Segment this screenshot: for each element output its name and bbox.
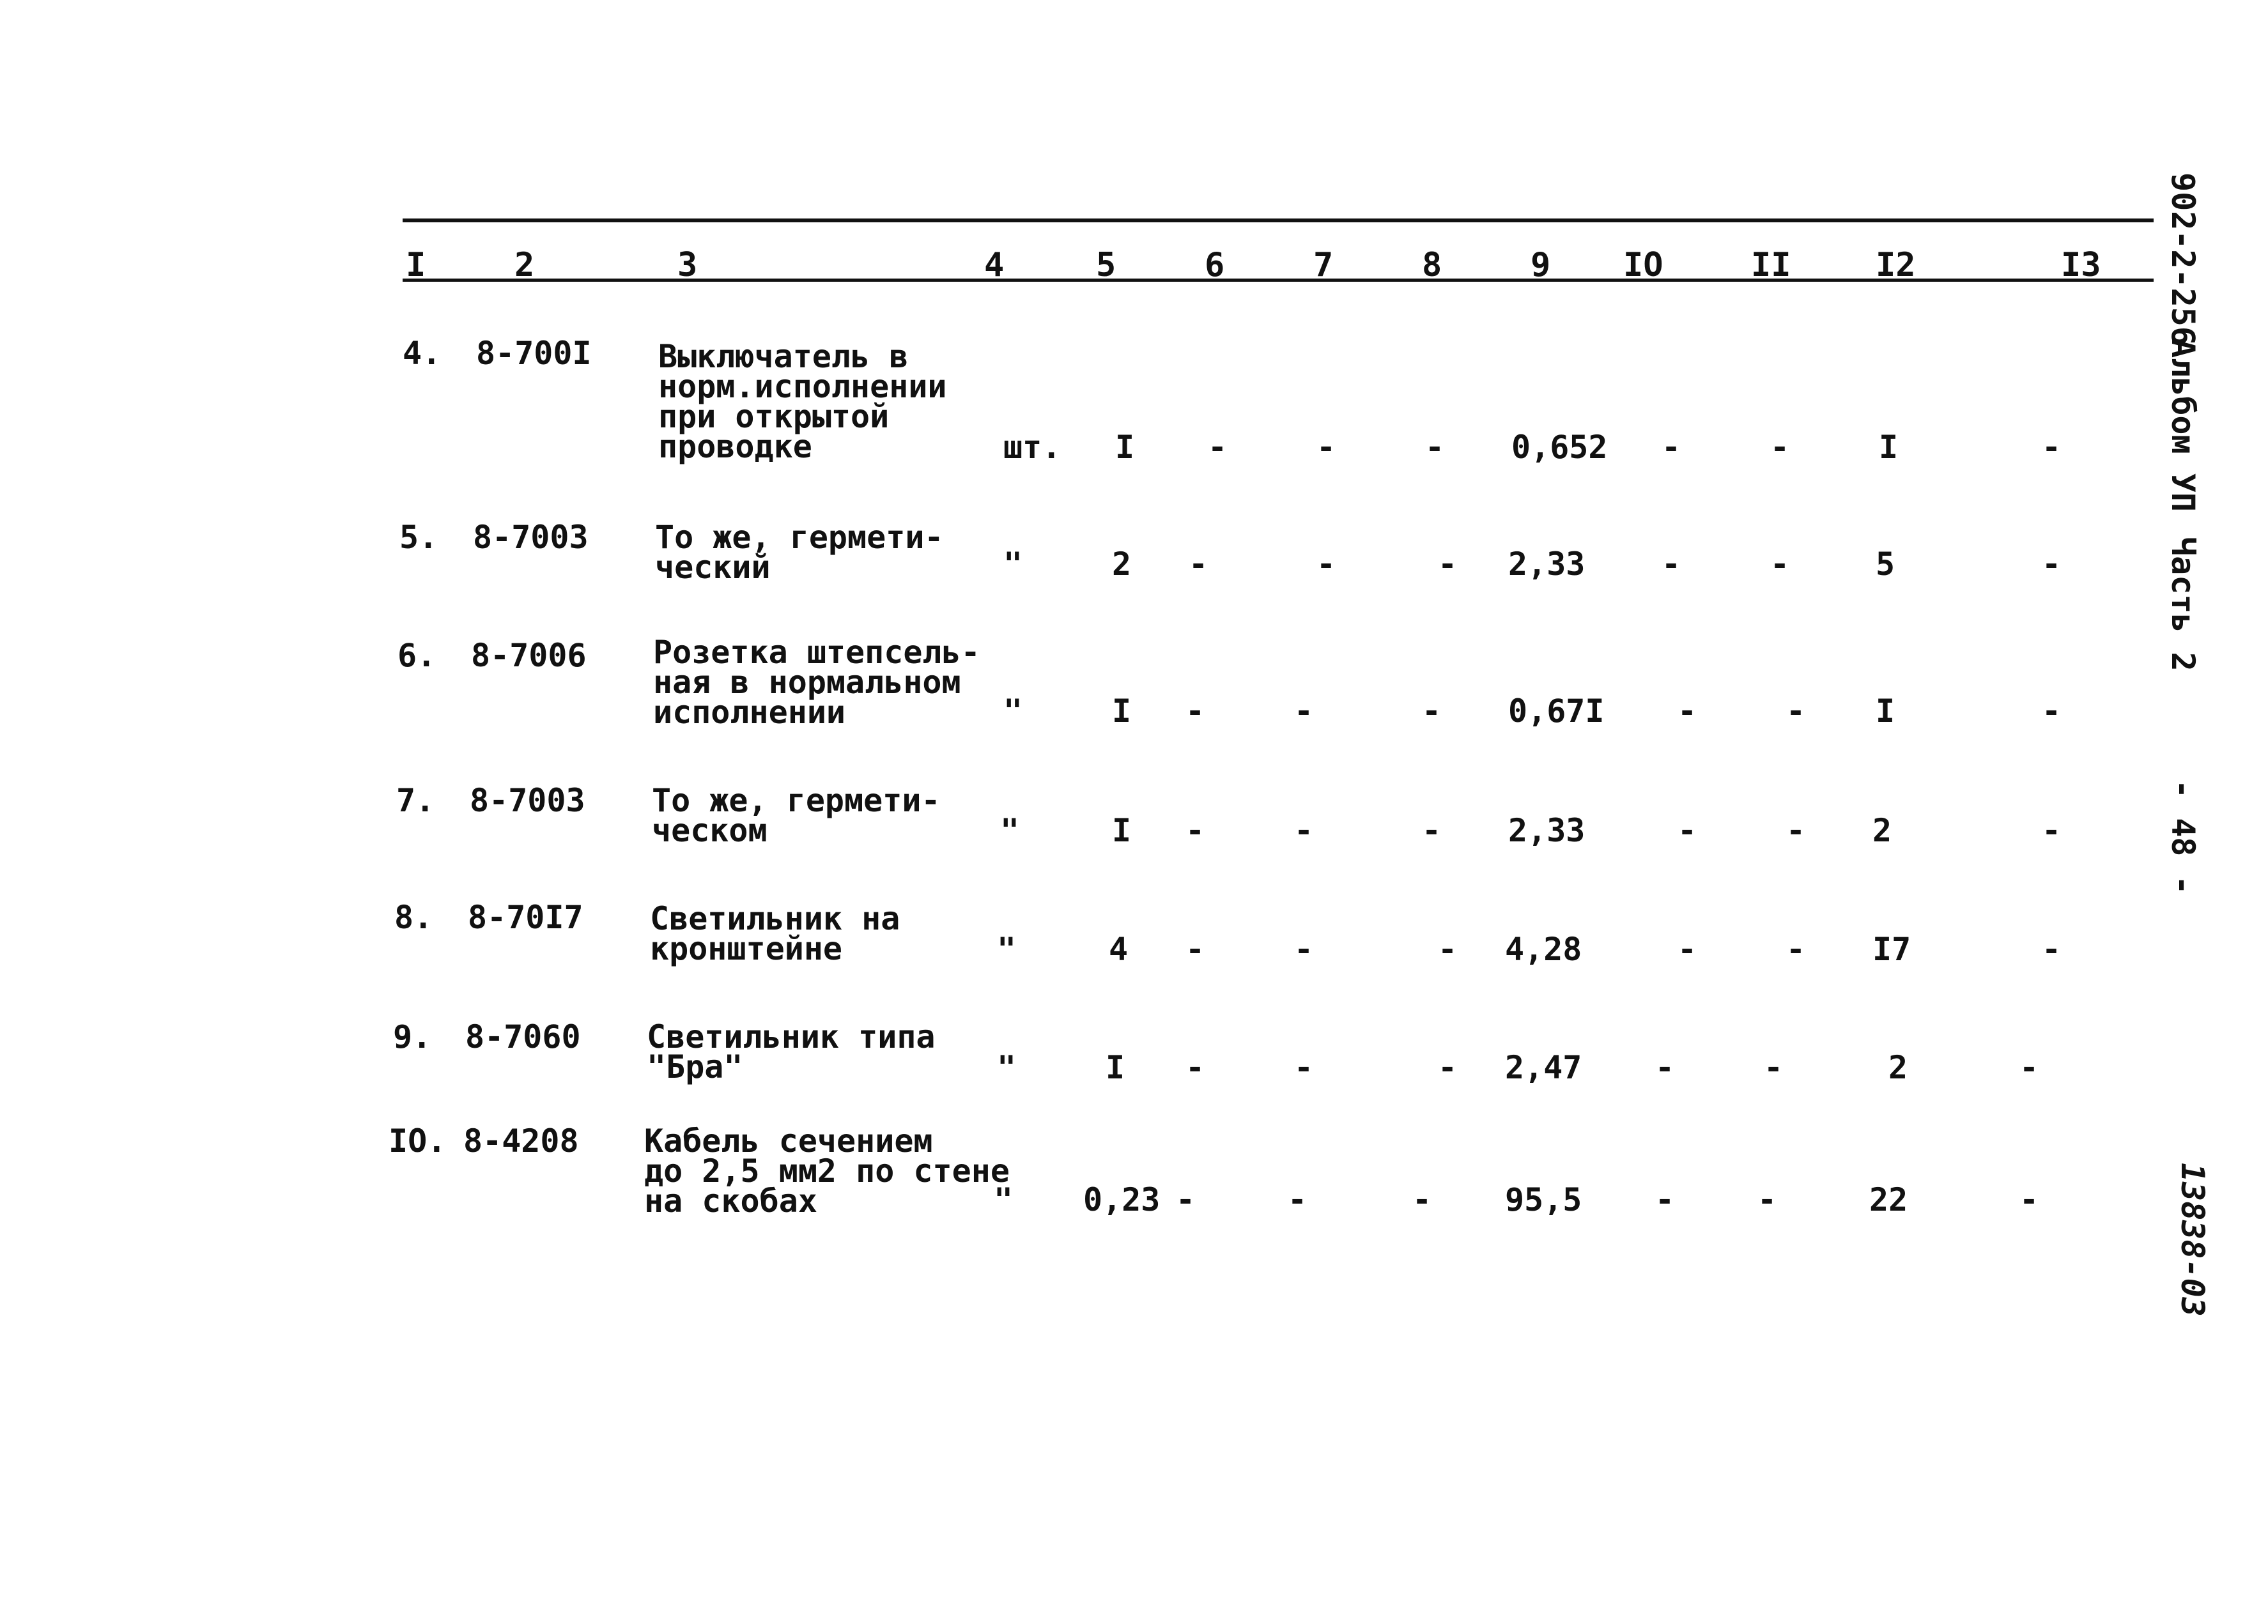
row-col11: - bbox=[1786, 693, 1806, 730]
row-col6: - bbox=[1185, 693, 1205, 730]
row-col6: - bbox=[1208, 429, 1228, 466]
row-unit: " bbox=[1003, 546, 1023, 583]
row-col12: 2 bbox=[1872, 812, 1892, 849]
row-col8: - bbox=[1425, 429, 1445, 466]
row-description: То же, гермети- ческом bbox=[652, 782, 941, 849]
row-number: 5. bbox=[399, 519, 438, 556]
row-number: 6. bbox=[397, 637, 436, 674]
row-code: 8-7060 bbox=[465, 1018, 581, 1055]
row-col10: - bbox=[1678, 812, 1697, 849]
row-col7: - bbox=[1316, 429, 1336, 466]
row-col13: - bbox=[2042, 931, 2062, 968]
row-col5: I bbox=[1112, 812, 1132, 849]
row-col13: - bbox=[2042, 812, 2062, 849]
row-col10: - bbox=[1655, 1181, 1675, 1218]
col-header-3: 3 bbox=[677, 246, 698, 284]
row-col13: - bbox=[2042, 693, 2062, 730]
row-col10: - bbox=[1678, 931, 1697, 968]
row-col13: - bbox=[2019, 1049, 2039, 1086]
side-part: Часть 2 bbox=[2164, 537, 2202, 671]
row-number: 8. bbox=[394, 899, 433, 936]
row-col7: - bbox=[1294, 812, 1314, 849]
row-col11: - bbox=[1757, 1181, 1777, 1218]
row-description: То же, гермети- ческий bbox=[655, 519, 944, 586]
row-col5: 0,23 bbox=[1083, 1181, 1161, 1218]
row-col7: - bbox=[1294, 693, 1314, 730]
row-code: 8-7003 bbox=[473, 519, 589, 556]
row-col11: - bbox=[1786, 931, 1806, 968]
col-header-8: 8 bbox=[1422, 246, 1442, 284]
row-col12: 2 bbox=[1888, 1049, 1908, 1086]
row-col8: - bbox=[1438, 546, 1458, 583]
row-col5: I bbox=[1112, 693, 1132, 730]
col-header-5: 5 bbox=[1096, 246, 1116, 284]
row-col12: 22 bbox=[1869, 1181, 1908, 1218]
row-description: Выключатель в норм.исполнении при открытой проводке bbox=[658, 338, 947, 465]
row-col5: I bbox=[1106, 1049, 1125, 1086]
row-col11: - bbox=[1764, 1049, 1784, 1086]
col-header-2: 2 bbox=[514, 246, 535, 284]
row-description: Светильник на кронштейне bbox=[650, 900, 900, 967]
row-col11: - bbox=[1770, 546, 1790, 583]
row-col5: 2 bbox=[1112, 546, 1132, 583]
col-header-10: IO bbox=[1623, 246, 1663, 284]
col-header-11: II bbox=[1751, 246, 1791, 284]
row-col13: - bbox=[2042, 546, 2062, 583]
col-header-4: 4 bbox=[984, 246, 1005, 284]
row-col9: 0,652 bbox=[1511, 429, 1608, 466]
row-col7: - bbox=[1288, 1181, 1308, 1218]
side-page-number: - 48 - bbox=[2164, 779, 2202, 895]
row-description: Кабель сечением до 2,5 мм2 по стене на скобах bbox=[644, 1122, 1010, 1220]
row-description: Розетка штепсель- ная в нормальном исполнении bbox=[653, 634, 980, 731]
row-col5: I bbox=[1115, 429, 1135, 466]
row-col8: - bbox=[1412, 1181, 1432, 1218]
side-sheet-number: 13838-03 bbox=[2174, 1163, 2211, 1317]
row-col10: - bbox=[1662, 546, 1681, 583]
row-code: 8-700I bbox=[476, 335, 592, 372]
row-col8: - bbox=[1438, 1049, 1458, 1086]
row-number: 4. bbox=[403, 335, 442, 372]
row-col9: 2,47 bbox=[1505, 1049, 1582, 1086]
row-unit: " bbox=[994, 1181, 1014, 1218]
row-col13: - bbox=[2019, 1181, 2039, 1218]
row-col6: - bbox=[1185, 812, 1205, 849]
row-col9: 95,5 bbox=[1505, 1181, 1582, 1218]
row-col5: 4 bbox=[1109, 931, 1129, 968]
row-col9: 2,33 bbox=[1508, 812, 1585, 849]
row-col6: - bbox=[1185, 931, 1205, 968]
row-code: 8-7003 bbox=[470, 782, 585, 819]
row-unit: " bbox=[1000, 812, 1020, 849]
row-col9: 4,28 bbox=[1505, 931, 1582, 968]
row-col12: I7 bbox=[1872, 931, 1911, 968]
row-col8: - bbox=[1422, 812, 1442, 849]
col-header-13: I3 bbox=[2061, 246, 2101, 284]
row-col11: - bbox=[1770, 429, 1790, 466]
row-code: 8-70I7 bbox=[468, 899, 583, 936]
row-col9: 0,67I bbox=[1508, 693, 1605, 730]
row-col12: I bbox=[1876, 693, 1895, 730]
row-number: 7. bbox=[396, 782, 435, 819]
row-col9: 2,33 bbox=[1508, 546, 1585, 583]
row-col12: I bbox=[1879, 429, 1899, 466]
col-header-7: 7 bbox=[1313, 246, 1334, 284]
col-header-12: I2 bbox=[1876, 246, 1916, 284]
col-header-1: I bbox=[406, 246, 426, 284]
row-col7: - bbox=[1294, 1049, 1314, 1086]
row-description: Светильник типа "Бра" bbox=[647, 1018, 936, 1085]
row-col7: - bbox=[1294, 931, 1314, 968]
side-document-code: 902-2-256 bbox=[2164, 172, 2202, 346]
row-col10: - bbox=[1655, 1049, 1675, 1086]
row-unit: шт. bbox=[1003, 429, 1061, 466]
row-col6: - bbox=[1185, 1049, 1205, 1086]
col-header-6: 6 bbox=[1205, 246, 1225, 284]
row-number: IO. bbox=[389, 1122, 447, 1160]
row-number: 9. bbox=[393, 1018, 432, 1055]
row-col6: - bbox=[1189, 546, 1208, 583]
row-col10: - bbox=[1678, 693, 1697, 730]
row-col11: - bbox=[1786, 812, 1806, 849]
row-unit: " bbox=[997, 931, 1017, 968]
col-header-9: 9 bbox=[1531, 246, 1551, 284]
row-code: 8-7006 bbox=[471, 637, 587, 674]
row-col8: - bbox=[1422, 693, 1442, 730]
row-col8: - bbox=[1438, 931, 1458, 968]
row-unit: " bbox=[1003, 693, 1023, 730]
row-unit: " bbox=[997, 1049, 1017, 1086]
row-col6: - bbox=[1176, 1181, 1196, 1218]
row-code: 8-4208 bbox=[463, 1122, 579, 1160]
row-col12: 5 bbox=[1876, 546, 1895, 583]
row-col10: - bbox=[1662, 429, 1681, 466]
table-top-rule bbox=[403, 218, 2154, 222]
row-col13: - bbox=[2042, 429, 2062, 466]
side-album: Альбом УП bbox=[2164, 339, 2202, 512]
row-col7: - bbox=[1316, 546, 1336, 583]
